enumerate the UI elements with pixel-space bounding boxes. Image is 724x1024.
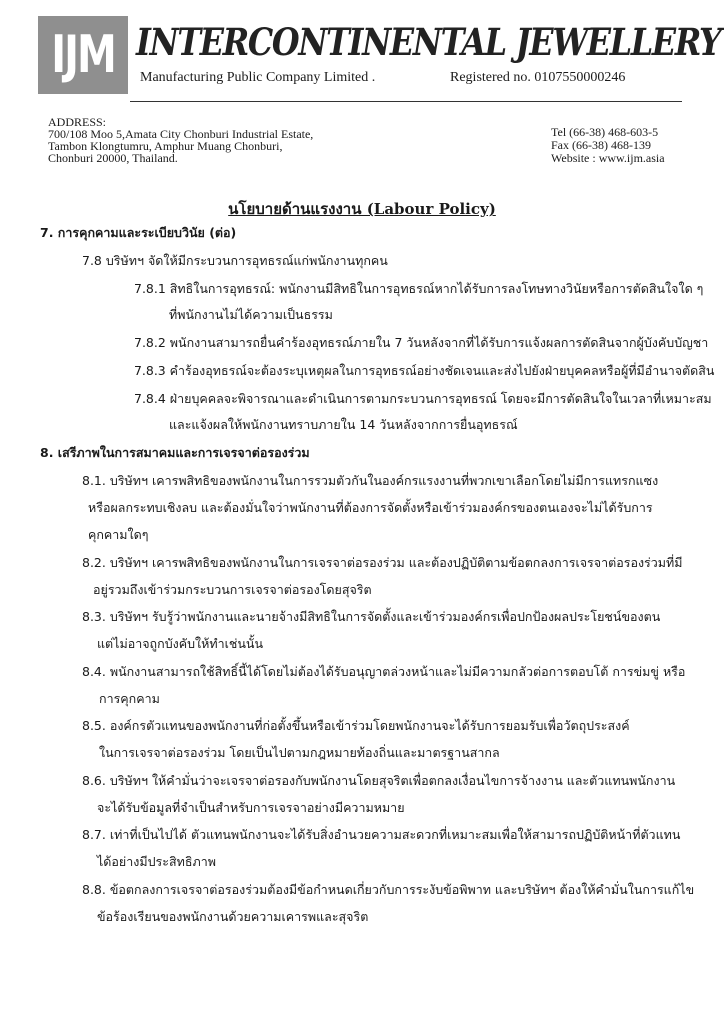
item-7-8-3: 7.8.3 คำร้องอุทธรณ์จะต้องระบุเหตุผลในการอุทธรณ์อย่างชัดเจนและส่งไปยังฝ่ายบุคคลหรือผู้ที่มีอำนาจตัดสิน xyxy=(134,363,715,378)
item-8-1-line-3: คุกคามใดๆ xyxy=(88,527,149,542)
company-logo xyxy=(38,16,128,94)
section-8-heading: 8. เสรีภาพในการสมาคมและการเจรจาต่อรองร่วม xyxy=(40,445,310,460)
item-8-1-line-2: หรือผลกระทบเชิงลบ และต้องมั่นใจว่าพนักงานที่ต้องการจัดตั้งหรือเข้าร่วมองค์กรของตนเองจะไม่ได้รับการ xyxy=(88,500,653,515)
item-8-4-line-2: การคุกคาม xyxy=(99,691,160,706)
item-8-3-line-1: 8.3. บริษัทฯ รับรู้ว่าพนักงานและนายจ้างมีสิทธิในการจัดตั้งและเข้าร่วมองค์กรเพื่อปกป้องผลประโยชน์ของตน xyxy=(82,609,661,624)
item-8-2-line-1: 8.2. บริษัทฯ เคารพสิทธิของพนักงานในการเจรจาต่อรองร่วม และต้องปฏิบัติตามข้อตกลงการเจรจาต่อรองร่วมที่มี xyxy=(82,555,683,570)
contact-tel: Tel (66-38) 468-603-5 xyxy=(551,125,659,139)
contact-fax: Fax (66-38) 468-139 xyxy=(551,138,651,152)
page-title: นโยบายด้านแรงงาน (Labour Policy) xyxy=(228,200,496,218)
address-line-1: 700/108 Moo 5,Amata City Chonburi Industrial Estate, xyxy=(48,127,314,141)
item-8-7-line-2: ได้อย่างมีประสิทธิภาพ xyxy=(97,854,216,869)
header-divider xyxy=(130,101,682,102)
logo-text: IJM xyxy=(51,25,115,85)
company-subtitle: Manufacturing Public Company Limited . xyxy=(140,70,376,85)
item-8-1-line-1: 8.1. บริษัทฯ เคารพสิทธิของพนักงานในการรวมตัวกันในองค์กรแรงงานที่พวกเขาเลือกโดยไม่มีการแทรกแซง xyxy=(82,473,659,488)
item-8-8-line-2: ข้อร้องเรียนของพนักงานด้วยความเคารพและสุจริต xyxy=(97,909,369,924)
item-7-8-2: 7.8.2 พนักงานสามารถยื่นคำร้องอุทธรณ์ภายใน 7 วันหลังจากที่ได้รับการแจ้งผลการตัดสินจากผู้บังคับบัญชา xyxy=(134,335,709,350)
item-8-6-line-2: จะได้รับข้อมูลที่จำเป็นสำหรับการเจรจาอย่างมีความหมาย xyxy=(97,800,405,815)
section-7-heading: 7. การคุกคามและระเบียบวินัย (ต่อ) xyxy=(40,225,237,240)
item-8-2-line-2: อยู่รวมถึงเข้าร่วมกระบวนการเจรจาต่อรองโดยสุจริต xyxy=(93,582,372,597)
item-8-4-line-1: 8.4. พนักงานสามารถใช้สิทธิ์นี้ได้โดยไม่ต้องได้รับอนุญาตล่วงหน้าและไม่มีความกลัวต่อการตอบโต้ การข่มขู่ หรือ xyxy=(82,664,686,679)
item-8-7-line-1: 8.7. เท่าที่เป็นไปได้ ตัวแทนพนักงานจะได้รับสิ่งอำนวยความสะดวกที่เหมาะสมเพื่อให้สามารถปฏิบัติหน้าที่ตัวแทน xyxy=(82,827,681,842)
item-7-8-4-line-2: และแจ้งผลให้พนักงานทราบภายใน 14 วันหลังจากการยื่นอุทธรณ์ xyxy=(169,417,518,432)
item-8-8-line-1: 8.8. ข้อตกลงการเจรจาต่อรองร่วมต้องมีข้อกำหนดเกี่ยวกับการระงับข้อพิพาท และบริษัทฯ ต้องให้คำมั่นในการแก้ไข xyxy=(82,882,695,897)
registration-number: Registered no. 0107550000246 xyxy=(450,70,626,85)
item-8-6-line-1: 8.6. บริษัทฯ ให้คำมั่นว่าจะเจรจาต่อรองกับพนักงานโดยสุจริตเพื่อตกลงเงื่อนไขการจ้างงาน และตัวแทนพนักงาน xyxy=(82,773,676,788)
item-7-8-4-line-1: 7.8.4 ฝ่ายบุคคลจะพิจารณาและดำเนินการตามกระบวนการอุทธรณ์ โดยจะมีการตัดสินใจในเวลาที่เหมาะสม xyxy=(134,391,712,406)
item-7-8-1-line-1: 7.8.1 สิทธิในการอุทธรณ์: พนักงานมีสิทธิในการอุทธรณ์หากได้รับการลงโทษทางวินัยหรือการตัดสินใจใด ๆ xyxy=(134,281,704,296)
address-line-2: Tambon Klongtumru, Amphur Muang Chonburi, xyxy=(48,139,283,153)
section-7-intro: 7.8 บริษัทฯ จัดให้มีกระบวนการอุทธรณ์แก่พนักงานทุกคน xyxy=(82,253,388,268)
item-7-8-1-line-2: ที่พนักงานไม่ได้ความเป็นธรรม xyxy=(169,307,333,322)
address-line-3: Chonburi 20000, Thailand. xyxy=(48,151,178,165)
contact-website: Website : www.ijm.asia xyxy=(551,151,665,165)
item-8-3-line-2: แต่ไม่อาจถูกบังคับให้ทำเช่นนั้น xyxy=(97,636,264,651)
item-8-5-line-1: 8.5. องค์กรตัวแทนของพนักงานที่ก่อตั้งขึ้นหรือเข้าร่วมโดยพนักงานจะได้รับการยอมรับเพื่อวัตถุประสงค์ xyxy=(82,718,630,733)
item-8-5-line-2: ในการเจรจาต่อรองร่วม โดยเป็นไปตามกฎหมายท้องถิ่นและมาตรฐานสากล xyxy=(99,745,500,760)
company-name: INTERCONTINENTAL JEWELLERY xyxy=(136,20,721,64)
address-label: ADDRESS: xyxy=(48,115,107,129)
